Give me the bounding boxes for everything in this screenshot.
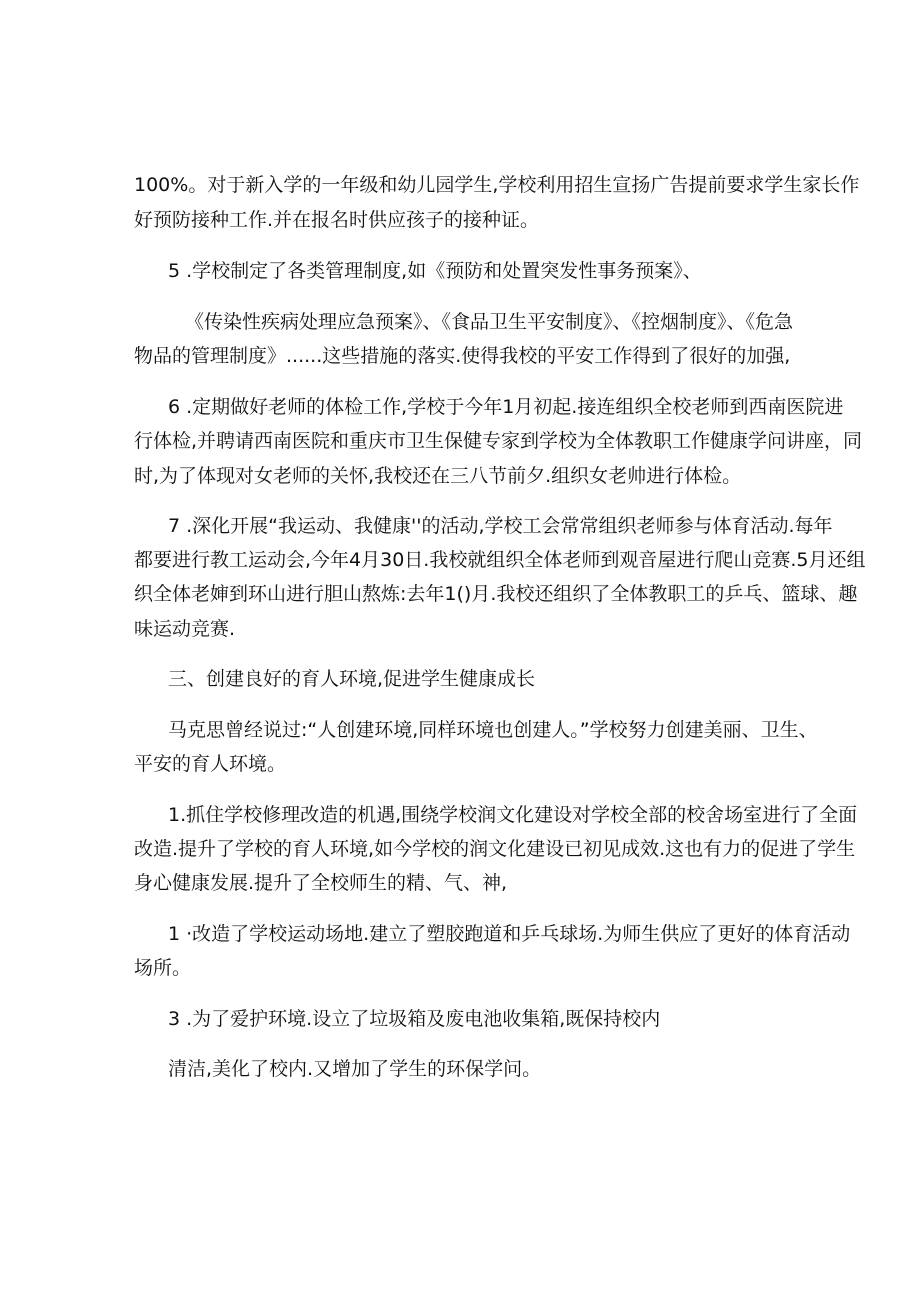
text-line: 时,为了体现对女老师的关怀,我校还在三八节前夕.组织女老帅进行体检。 (134, 465, 742, 487)
text-line: 7 .深化开展“我运动、我健康''的活动,学校工会常常组织老师参与体育活动.每年 (168, 515, 833, 537)
text-line: 清洁,美化了校内.又增加了学生的环保学问。 (168, 1058, 542, 1080)
text-line: 行体检,并聘请西南医院和重庆市卫生保健专家到学校为全体教职工作健康学问讲座，同 (134, 430, 863, 452)
text-line: 都要进行教工运动会,今年4月30日.我校就组织全体老师到观音屋进行爬山竞赛.5月还组 (134, 549, 866, 571)
text-line: 6 .定期做好老师的体检工作,学校于今年1月初起.接连组织全校老师到西南医院进 (168, 396, 844, 418)
text-line: 身心健康发展.提升了全校师生的精、气、神, (134, 872, 508, 894)
text-line: 100%。对于新入学的一年级和幼儿园学生,学校利用招生宣扬广告提前要求学生家长作 (134, 174, 860, 196)
text-line: 马克思曾经说过:“人创建环境,同样环境也创建人。”学校努力创建美丽、卫生、 (168, 719, 818, 741)
text-line: 1 ·改造了学校运动场地.建立了塑胶跑道和乒乓球场.为师生供应了更好的体育活动 (168, 923, 851, 945)
text-line: 织全体老婶到环山进行胆山熬炼:去年1()月.我校还组织了全体教职工的乒乓、篮球、趣 (134, 583, 858, 605)
text-line: 好预防接种工作.并在报名时供应孩子的接种证。 (134, 209, 540, 231)
text-line: 物品的管理制度》......这些措施的落实.使得我校的平安工作得到了很好的加强, (134, 345, 791, 367)
text-line: 平安的育人环境。 (134, 753, 287, 775)
text-line: 改造.提升了学校的育人环境,如今学校的润文化建设已初见成效.这也有力的促进了学生 (134, 838, 856, 860)
text-line: 3 .为了爱护环境.设立了垃圾箱及废电池收集箱,既保持校内 (168, 1008, 661, 1030)
text-line: 场所。 (134, 957, 192, 979)
text-line: 1.抓住学校修理改造的机遇,围绕学校润文化建设对学校全部的校舍场室进行了全面 (168, 804, 858, 826)
text-line: 味运动竞赛. (134, 618, 236, 640)
text-line: 《传染性疾病处理应急预案》、《食品卫生平安制度》、《控烟制度》、《危急 (185, 311, 794, 333)
section-heading: 三、创建良好的育人环境,促进学生健康成长 (168, 668, 536, 690)
text-line: 5 .学校制定了各类管理制度,如《预防和处置突发性事务预案》、 (168, 260, 702, 282)
